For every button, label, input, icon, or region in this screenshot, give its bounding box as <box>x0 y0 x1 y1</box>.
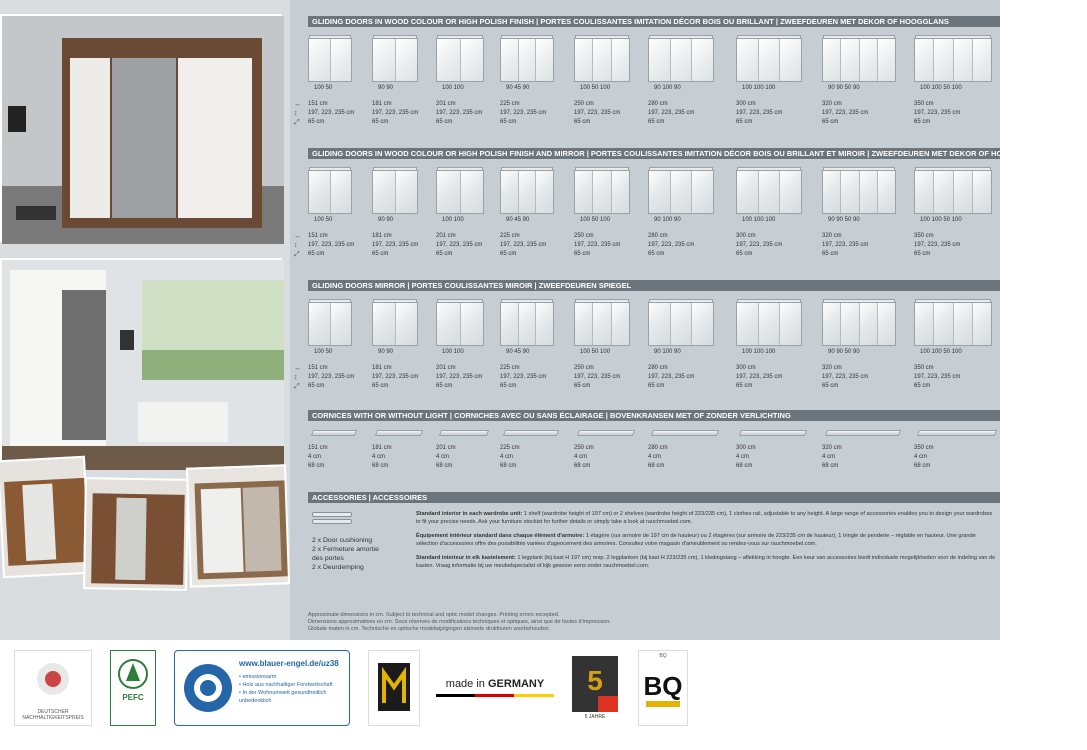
unit-dimensions <box>822 232 868 259</box>
row-wood-mirror <box>294 164 1000 272</box>
wardrobe-drawing <box>736 302 802 346</box>
nl-title: Standard interieur in elk kastelement: <box>416 555 516 561</box>
cornice-drawing <box>439 430 489 436</box>
door-widths: 90 90 <box>378 349 394 355</box>
blauer-engel-line: • Holz aus nachhaltiger Forstwirtschaft <box>239 682 333 688</box>
dimension-w: 151 cm <box>308 445 328 451</box>
dimension-w: 350 cm <box>914 101 934 107</box>
wardrobe-drawing <box>648 38 714 82</box>
dimension-d: 68 cm <box>436 463 453 469</box>
dimension-w: 181 cm <box>372 233 392 239</box>
unit-dimensions <box>914 100 960 127</box>
dimension-w: 250 cm <box>574 445 594 451</box>
dimension-w: 181 cm <box>372 445 392 451</box>
cornice-dimensions <box>736 444 756 471</box>
dimension-arrow-icon: ↕ <box>294 110 298 117</box>
wardrobe-drawing <box>822 302 896 346</box>
door-widths: 90 45 90 <box>506 349 530 355</box>
dimension-w: 225 cm <box>500 365 520 371</box>
unit-dimensions <box>372 364 418 391</box>
dimension-h: 197, 223, 235 cm <box>308 110 355 116</box>
dimension-h: 197, 223, 235 cm <box>574 110 621 116</box>
wardrobe-drawing <box>736 38 802 82</box>
dimension-d: 65 cm <box>648 119 665 125</box>
door-widths: 90 100 90 <box>654 85 681 91</box>
wardrobe-drawing <box>648 170 714 214</box>
accessory-description <box>416 510 996 576</box>
dimension-d: 65 cm <box>436 119 453 125</box>
dimension-h: 4 cm <box>372 454 386 460</box>
unit-dimensions <box>372 232 418 259</box>
dimension-d: 65 cm <box>372 251 389 257</box>
dimension-h: 197, 223, 235 cm <box>574 242 621 248</box>
wardrobe-drawing <box>500 170 554 214</box>
dimension-h: 4 cm <box>500 454 514 460</box>
en-body: 1 shelf (wardrobe height of 197 cm) or 2 shelves (wardrobe height of 223/235 cm), 1 clothes rail, adjustable to any height. A large range of accessories enables you to design your wardrobes to fit your precise needs. Ask your furniture stockist for further details or simply take a look at rauchmoebel.com. <box>416 511 993 525</box>
door-widths: 100 50 <box>314 349 333 355</box>
unit-dimensions <box>436 100 482 127</box>
door-widths: 100 50 100 <box>580 217 611 223</box>
german-flag-stripe <box>436 694 554 697</box>
unit-dimensions <box>308 364 354 391</box>
unit-dimensions <box>574 364 620 391</box>
section-header-cornices: CORNICES WITH OR WITHOUT LIGHT | CORNICHES AVEC OU SANS ÉCLAIRAGE | BOVENKRANSEN MET OF ZONDER VERLICHTING <box>308 410 1000 421</box>
dimension-w: 250 cm <box>574 365 594 371</box>
dimension-h: 197, 223, 235 cm <box>574 374 621 380</box>
door-widths: 90 90 50 90 <box>828 349 860 355</box>
dimension-w: 300 cm <box>736 365 756 371</box>
door-widths: 100 100 <box>442 349 464 355</box>
dimension-h: 197, 223, 235 cm <box>372 374 419 380</box>
wardrobe-drawing <box>436 170 484 214</box>
row-mirror <box>294 296 1000 404</box>
dimension-arrow-icon: ↔ <box>294 233 301 240</box>
unit-dimensions <box>648 364 694 391</box>
door-widths: 100 50 <box>314 85 333 91</box>
unit-dimensions <box>436 364 482 391</box>
cornice-drawing <box>311 430 357 436</box>
cornice-dimensions <box>822 444 842 471</box>
dimension-arrow-icon: ↔ <box>294 365 301 372</box>
cornice-dimensions <box>914 444 934 471</box>
wardrobe-drawing <box>372 170 418 214</box>
dimension-h: 197, 223, 235 cm <box>822 110 869 116</box>
made-in-country: GERMANY <box>487 678 545 690</box>
dimension-d: 65 cm <box>736 119 753 125</box>
dimension-h: 4 cm <box>736 454 750 460</box>
unit-dimensions <box>500 364 546 391</box>
wardrobe-drawing <box>822 170 896 214</box>
wardrobe-drawing <box>648 302 714 346</box>
dimension-legend-icons <box>294 364 301 391</box>
disclaimer-line: Globale maten in cm. Technische en optische modelwijzigingen alsmede drukfouten voorbehouden. <box>308 626 551 632</box>
nl-body: 1 legplank (bij kast H 197 cm) resp. 2 legplanken (bij kast H 223/235 cm), 1 kledingstang – aflekking in hoogte. Een keur van accessoires biedt individuele mogelijkheden voor de indeling van de kasten. Vraag informatie bij uw meubelspecialist of kijk gewoon eens onder rauchmoebel.com. <box>416 555 996 569</box>
wardrobe-drawing <box>308 170 352 214</box>
dimension-d: 68 cm <box>648 463 665 469</box>
dimension-d: 65 cm <box>574 383 591 389</box>
dimension-h: 197, 223, 235 cm <box>500 374 547 380</box>
dimension-d: 65 cm <box>822 119 839 125</box>
detail-photo-1 <box>0 456 91 578</box>
dimension-w: 320 cm <box>822 101 842 107</box>
door-widths: 90 90 <box>378 217 394 223</box>
dimension-arrow-icon: ↔ <box>294 101 301 108</box>
dimension-d: 68 cm <box>500 463 517 469</box>
unit-dimensions <box>822 364 868 391</box>
row-wood <box>294 32 1000 140</box>
detail-photo-3 <box>186 464 290 587</box>
door-widths: 90 45 90 <box>506 217 530 223</box>
dimension-h: 197, 223, 235 cm <box>372 110 419 116</box>
dimension-d: 65 cm <box>372 383 389 389</box>
svg-text:BQ: BQ <box>643 671 683 701</box>
accessory-item: 2 x Fermeture amortie <box>312 546 379 553</box>
unit-dimensions <box>574 232 620 259</box>
dimension-d: 65 cm <box>436 383 453 389</box>
wardrobe-drawing <box>436 38 484 82</box>
dimension-w: 300 cm <box>736 101 756 107</box>
dimension-h: 197, 223, 235 cm <box>822 374 869 380</box>
wardrobe-drawing <box>822 38 896 82</box>
dimension-w: 225 cm <box>500 101 520 107</box>
blauer-engel-url: www.blauer-engel.de/uz38 <box>239 659 339 668</box>
dimension-h: 4 cm <box>914 454 928 460</box>
unit-dimensions <box>308 100 354 127</box>
dimension-d: 65 cm <box>574 119 591 125</box>
cornice-drawing <box>825 430 901 436</box>
wardrobe-drawing <box>914 302 992 346</box>
door-widths: 90 100 90 <box>654 349 681 355</box>
dimension-h: 197, 223, 235 cm <box>500 110 547 116</box>
wardrobe-drawing <box>574 38 630 82</box>
cornice-drawing <box>917 430 997 436</box>
dimension-d: 68 cm <box>736 463 753 469</box>
dimension-w: 151 cm <box>308 101 328 107</box>
svg-text:5: 5 <box>587 665 603 696</box>
dimension-d: 65 cm <box>500 119 517 125</box>
dimension-h: 4 cm <box>436 454 450 460</box>
dimension-d: 65 cm <box>914 251 931 257</box>
unit-dimensions <box>308 232 354 259</box>
wardrobe-drawing <box>736 170 802 214</box>
dimension-h: 197, 223, 235 cm <box>500 242 547 248</box>
fr-body: 1 étagère (sur armoire de 197 cm de hauteur) ou 2 étagères (sur armoire de 223/235 cm de hauteur), 1 tringle de penderie – réglable en hauteur. Une grande sélection d'accessoires offre des possibilités variées d'agencement des armoires. Consultez votre magasin d'ameublement ou rendez-vous sur rauchmoebel.com. <box>416 533 976 547</box>
unit-dimensions <box>822 100 868 127</box>
cornice-dimensions <box>500 444 520 471</box>
dimension-w: 201 cm <box>436 445 456 451</box>
dimension-d: 68 cm <box>914 463 931 469</box>
cornice-drawing <box>503 430 559 436</box>
disclaimer <box>308 612 708 633</box>
dimension-d: 65 cm <box>648 251 665 257</box>
dimension-h: 197, 223, 235 cm <box>914 242 961 248</box>
dimension-h: 4 cm <box>574 454 588 460</box>
cornice-dimensions <box>308 444 328 471</box>
dimension-h: 197, 223, 235 cm <box>648 242 695 248</box>
wardrobe-drawing <box>574 170 630 214</box>
made-in-prefix: made in <box>445 678 485 690</box>
dimension-h: 197, 223, 235 cm <box>436 110 483 116</box>
dimension-w: 280 cm <box>648 101 668 107</box>
dimension-d: 65 cm <box>500 383 517 389</box>
wardrobe-drawing <box>308 38 352 82</box>
door-widths: 100 50 100 <box>580 85 611 91</box>
fr-title: Équipement intérieur standard dans chaque élément d'armoire: <box>416 533 585 539</box>
door-widths: 100 100 100 <box>742 349 776 355</box>
dimension-h: 197, 223, 235 cm <box>736 374 783 380</box>
dimension-d: 65 cm <box>736 383 753 389</box>
dimension-d: 68 cm <box>308 463 325 469</box>
dimension-h: 4 cm <box>648 454 662 460</box>
dimension-h: 197, 223, 235 cm <box>648 110 695 116</box>
door-widths: 100 100 <box>442 85 464 91</box>
blauer-engel-line: • In der Wohnumwelt gesundheitlich unbedenklich <box>239 690 327 704</box>
cornice-dimensions <box>436 444 456 471</box>
unit-dimensions <box>736 232 782 259</box>
cornice-dimensions <box>574 444 594 471</box>
section-header-wood: GLIDING DOORS IN WOOD COLOUR OR HIGH POLISH FINISH | PORTES COULISSANTES IMITATION DÉCOR BOIS OU BRILLANT | ZWEEFDEUREN MET DEKOR OF HOOGGLANS <box>308 16 1000 27</box>
accessory-list <box>312 536 379 572</box>
accessory-item: des portes <box>312 555 344 562</box>
dimension-w: 280 cm <box>648 365 668 371</box>
room-photo-bedroom <box>0 14 282 242</box>
5-year-warranty-logo <box>572 650 618 726</box>
dimension-w: 320 cm <box>822 365 842 371</box>
dimension-w: 151 cm <box>308 233 328 239</box>
dimension-h: 197, 223, 235 cm <box>308 374 355 380</box>
spec-panel <box>290 0 1087 640</box>
door-widths: 90 90 <box>378 85 394 91</box>
dimension-h: 197, 223, 235 cm <box>372 242 419 248</box>
accessory-item: 2 x Door cushioning <box>312 537 373 544</box>
dimension-w: 350 cm <box>914 365 934 371</box>
wardrobe-drawing <box>372 302 418 346</box>
dimension-d: 65 cm <box>822 383 839 389</box>
blauer-engel-logo <box>174 650 350 726</box>
wardrobe-drawing <box>436 302 484 346</box>
dimension-h: 197, 223, 235 cm <box>648 374 695 380</box>
dimension-w: 201 cm <box>436 365 456 371</box>
accessory-item: 2 x Deurdemping <box>312 564 364 571</box>
dimension-w: 201 cm <box>436 233 456 239</box>
dimension-arrow-icon: ↕ <box>294 374 298 381</box>
pefc-logo <box>110 650 156 726</box>
wardrobe-drawing <box>500 38 554 82</box>
door-widths: 100 50 <box>314 217 333 223</box>
unit-dimensions <box>914 364 960 391</box>
wardrobe-drawing <box>372 38 418 82</box>
wardrobe-drawing <box>500 302 554 346</box>
dimension-d: 68 cm <box>372 463 389 469</box>
unit-dimensions <box>914 232 960 259</box>
door-widths: 90 100 90 <box>654 217 681 223</box>
dimension-h: 197, 223, 235 cm <box>914 374 961 380</box>
dimension-arrow-icon: ↕ <box>294 242 298 249</box>
dimension-arrow-icon: ⤢ <box>294 251 300 258</box>
unit-dimensions <box>736 100 782 127</box>
section-header-accessories: ACCESSORIES | ACCESSOIRES <box>308 492 1000 503</box>
dimension-d: 65 cm <box>308 119 325 125</box>
unit-dimensions <box>648 232 694 259</box>
dimension-w: 151 cm <box>308 365 328 371</box>
dimension-d: 65 cm <box>736 251 753 257</box>
section-header-mirror: GLIDING DOORS MIRROR | PORTES COULISSANTES MIROIR | ZWEEFDEUREN SPIEGEL <box>308 280 1000 291</box>
dimension-d: 65 cm <box>574 251 591 257</box>
dimension-h: 197, 223, 235 cm <box>436 374 483 380</box>
en-title: Standard interior in each wardrobe unit: <box>416 511 523 517</box>
dimension-w: 201 cm <box>436 101 456 107</box>
dimension-w: 350 cm <box>914 233 934 239</box>
door-widths: 100 50 100 <box>580 349 611 355</box>
bq-label: BQ <box>659 653 667 659</box>
cornice-drawing <box>651 430 719 436</box>
dimension-d: 65 cm <box>822 251 839 257</box>
dimension-d: 65 cm <box>436 251 453 257</box>
door-widths: 90 45 90 <box>506 85 530 91</box>
certification-footer <box>0 640 1000 750</box>
door-cushion-icon <box>312 512 352 530</box>
unit-dimensions <box>500 232 546 259</box>
dimension-h: 197, 223, 235 cm <box>308 242 355 248</box>
unit-dimensions <box>648 100 694 127</box>
door-widths: 100 100 50 100 <box>920 349 962 355</box>
cornice-dimensions <box>648 444 668 471</box>
dimension-legend-icons <box>294 100 301 127</box>
room-photo-livingroom <box>0 258 282 468</box>
dimension-w: 350 cm <box>914 445 934 451</box>
unit-dimensions <box>736 364 782 391</box>
dimension-w: 250 cm <box>574 101 594 107</box>
door-widths: 100 100 50 100 <box>920 217 962 223</box>
blauer-engel-line: • emissionsarm <box>239 674 277 680</box>
dimension-h: 4 cm <box>822 454 836 460</box>
dimension-w: 320 cm <box>822 445 842 451</box>
unit-dimensions <box>436 232 482 259</box>
wardrobe-drawing <box>914 170 992 214</box>
dimension-d: 65 cm <box>914 383 931 389</box>
door-widths: 90 90 50 90 <box>828 217 860 223</box>
m-quality-logo <box>368 650 420 726</box>
cornice-dimensions <box>372 444 392 471</box>
disclaimer-line: Approximate dimensions in cm. Subject to technical and optic model changes. Printing errors excepted. <box>308 612 560 618</box>
dimension-w: 280 cm <box>648 233 668 239</box>
cornice-drawing <box>577 430 635 436</box>
dimension-w: 181 cm <box>372 101 392 107</box>
dimension-w: 250 cm <box>574 233 594 239</box>
wardrobe-drawing <box>914 38 992 82</box>
bq-quality-logo <box>638 650 688 726</box>
dimension-h: 4 cm <box>308 454 322 460</box>
unit-dimensions <box>500 100 546 127</box>
section-header-wood-mirror: GLIDING DOORS IN WOOD COLOUR OR HIGH POLISH FINISH AND MIRROR | PORTES COULISSANTES IMITATION DÉCOR BOIS OU BRILLANT ET MIROIR | ZWEEFDEUREN MET DEKOR OF HOOGGLANS EN SPIEGEL <box>308 148 1000 159</box>
dimension-d: 65 cm <box>648 383 665 389</box>
made-in-germany-logo <box>436 650 554 726</box>
dimension-w: 225 cm <box>500 445 520 451</box>
dimension-w: 181 cm <box>372 365 392 371</box>
door-widths: 100 100 50 100 <box>920 85 962 91</box>
dgnb-label: DEUTSCHER NACHHALTIGKEITSPREIS <box>22 709 84 721</box>
wardrobe-drawing <box>574 302 630 346</box>
door-widths: 100 100 <box>442 217 464 223</box>
dimension-h: 197, 223, 235 cm <box>436 242 483 248</box>
dimension-w: 280 cm <box>648 445 668 451</box>
dimension-d: 65 cm <box>500 251 517 257</box>
dimension-w: 225 cm <box>500 233 520 239</box>
dimension-d: 65 cm <box>372 119 389 125</box>
dimension-h: 197, 223, 235 cm <box>914 110 961 116</box>
photo-column <box>0 0 290 640</box>
dimension-d: 68 cm <box>574 463 591 469</box>
row-cornices <box>308 428 1000 478</box>
door-widths: 100 100 100 <box>742 85 776 91</box>
dimension-d: 68 cm <box>822 463 839 469</box>
dimension-w: 320 cm <box>822 233 842 239</box>
dimension-arrow-icon: ⤢ <box>294 119 300 126</box>
dgnb-award-logo <box>14 650 92 726</box>
door-widths: 100 100 100 <box>742 217 776 223</box>
dimension-legend-icons <box>294 232 301 259</box>
cornice-drawing <box>375 430 423 436</box>
5-year-label: 5 JAHRE <box>584 714 606 720</box>
dimension-w: 300 cm <box>736 233 756 239</box>
unit-dimensions <box>372 100 418 127</box>
dimension-h: 197, 223, 235 cm <box>736 110 783 116</box>
dimension-arrow-icon: ⤢ <box>294 383 300 390</box>
dimension-d: 65 cm <box>914 119 931 125</box>
dimension-d: 65 cm <box>308 383 325 389</box>
disclaimer-line: Dimensions approximatives en cm. Sous réserves de modifications techniques et optiques, ainsi que de fautes d'impression. <box>308 619 611 625</box>
wardrobe-drawing <box>308 302 352 346</box>
cornice-drawing <box>739 430 807 436</box>
dimension-w: 300 cm <box>736 445 756 451</box>
dimension-h: 197, 223, 235 cm <box>822 242 869 248</box>
dimension-d: 65 cm <box>308 251 325 257</box>
pefc-label: PEFC <box>122 693 144 702</box>
unit-dimensions <box>574 100 620 127</box>
detail-photo-2 <box>83 477 189 591</box>
door-widths: 90 90 50 90 <box>828 85 860 91</box>
dimension-h: 197, 223, 235 cm <box>736 242 783 248</box>
